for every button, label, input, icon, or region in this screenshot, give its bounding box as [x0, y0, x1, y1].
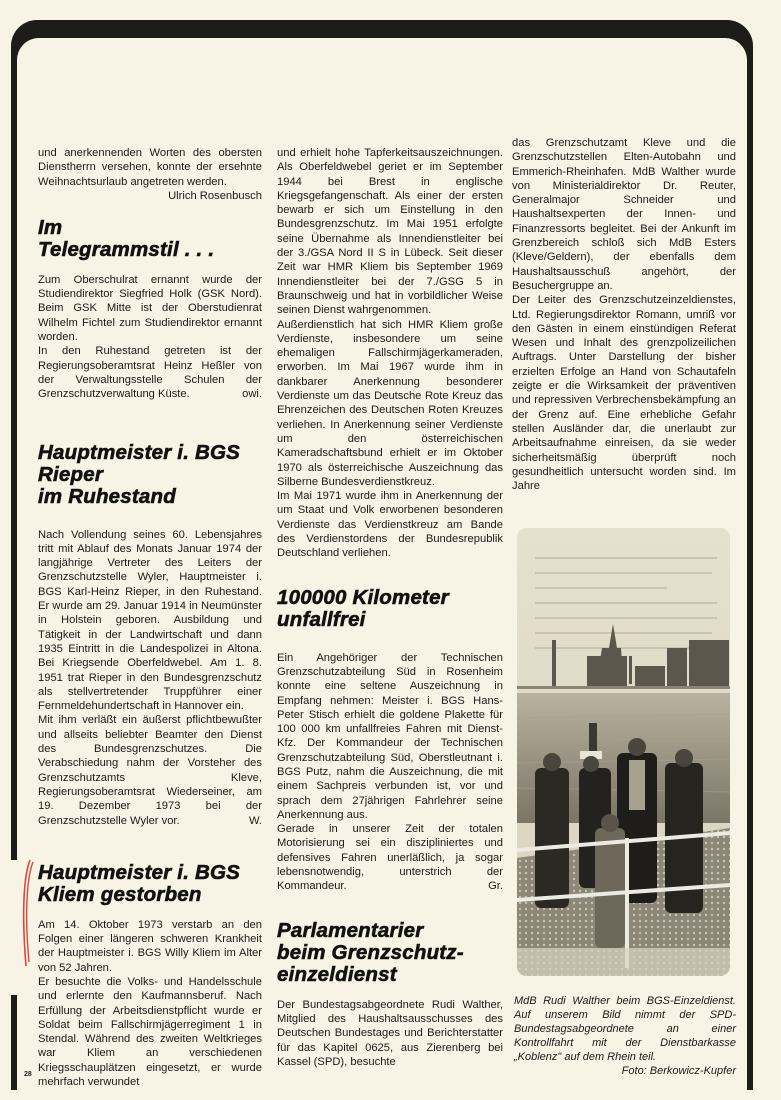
article-paragraph: das Grenzschutzamt Kleve und die Grenzschutzstellen Elten-Autobahn und Emmerich-Rheinhafen. MdB Walther wurde von Ministerialdirektor Dr. Reuter, Generalmajor Schneider und Haushaltsexperten der Innen- und Finanzressorts begleitet. Bei der Ankunft im Grenzbereich schloß sich MdB Esters (Kleve/Geldern), der ebenfalls dem Haushaltsausschuß angehört, der Besuchergruppe an.: [512, 137, 736, 292]
article-paragraph: Er besuchte die Volks- und Handelsschule und erlernte den Kaufmannsberuf. Nach Erfüllung der Arbeitsdienstpflicht wurde er Soldat beim Fallschirmjägerregiment 1 in Stendal. Während des zweiten Weltkrieges war Kliem an verschiedenen Kriegsschauplätzen eingesetzt, er wurde mehrfach verwundet: [38, 975, 262, 1089]
column-1: [38, 146, 262, 1089]
article-title: Hauptmeister i. BGS Rieper im Ruhestand: [38, 440, 241, 508]
article-kliem-continued: [277, 146, 503, 561]
article-paragraph: Zum Oberschulrat ernannt wurde der Studiendirektor Siegfried Holk (GSK Nord). Beim GSK Mitte ist der Oberstudienrat Wilhelm Fichtel zum Studiendirektor ernannt worden.: [38, 273, 262, 344]
margin-mark-icon: [20, 858, 34, 968]
column-2: [277, 146, 503, 1069]
photo-credit: Foto: Berkowicz-Kupfer: [621, 1065, 736, 1077]
caption-text: MdB Rudi Walther beim BGS-Einzeldienst. Auf unserem Bild nimmt der SPD-Bundestagsabgeordnete an einer Kontrollfahrt mit der Dienstbarkasse „Koblenz" auf dem Rhein teil.: [514, 995, 736, 1063]
page-frame-gap: [9, 860, 19, 995]
article-signature: Gr.: [488, 880, 503, 893]
photo-boat-on-rhine: [517, 528, 730, 976]
photo-caption: [514, 994, 736, 1078]
article-paragraph: Im Mai 1971 wurde ihm in Anerkennung der um Staat und Volk erworbenen besonderen Verdienste das Verdienstkreuz am Bande des Verdienstordens der Bundesrepublik Deutschland verliehen.: [277, 490, 503, 560]
article-paragraph: Der Bundestagsabgeordnete Rudi Walther, Mitglied des Haushaltsausschusses des Deutschen Bundestages und Berichterstatter für das Kapitel 0625, aus Zierenberg bei Kassel (SPD), besuchte: [277, 998, 503, 1068]
intro-signature: Ulrich Rosenbusch: [168, 189, 262, 202]
article-rieper-ruhestand: [38, 442, 262, 828]
article-signature: owi.: [242, 388, 262, 401]
article-paragraph: In den Ruhestand getreten ist der Regierungsoberamtsrat Heinz Heßler von der Verwaltungsstelle Schulen der Grenzschutzverwaltung Küste. owi.: [38, 345, 262, 401]
article-paragraph: und erhielt hohe Tapferkeitsauszeichnungen. Als Oberfeldwebel geriet er im September 1944 bei Brest in englische Kriegsgefangenschaft. Als einer der ersten bewarb er sich um Einstellung in den Bundesgrenzschutz. Im Mai 1951 erfolgte seine Übernahme als Innendienstleiter bei der 3./GSA Nord II S in Lübeck. Seit dieser Zeit war HMR Kliem bis September 1969 Innendienstleiter bei der 7./GSG 5 in Braunschweig und hat in vorbildlicher Weise seinen Dienst wahrgenommen.: [277, 147, 503, 317]
article-paragraph: Gerade in unserer Zeit der totalen Motorisierung sei ein diszipliniertes und defensives Fahren unerläßlich, ja sogar lebensnotwendig, unterstrich der Kommandeur. Gr.: [277, 823, 503, 893]
page-number: 28: [24, 1071, 32, 1078]
article-paragraph: Der Leiter des Grenzschutzeinzeldienstes, Ltd. Regierungsdirektor Romann, umriß vor den Gästen in einem einstündigen Referat Wesen und Inhalt des grenzpolizeilichen Auftrags. Unter Darstellung der bisher erzielten Erfolge an Hand von Schautafeln zeigte er die Wirksamkeit der präventiven und repressiven Verbrechensbekämpfung an der Grenz auf. Eine erhebliche Gefahr stellen Ausländer dar, die unerlaubt zur Arbeitsaufnahme einreisen, da sie weder sicherheitsmäßig überprüft noch gesundheitlich untersucht worden sind. Im Jahre: [512, 294, 736, 493]
article-paragraph: Am 14. Oktober 1973 verstarb an den Folgen einer längeren schweren Krankheit der Hauptmeister i. BGS Willy Kliem im Alter von 52 Jahren.: [38, 918, 262, 974]
article-title: Parlamentarier beim Grenzschutz- einzeldienst: [277, 918, 464, 986]
column-3: [512, 136, 736, 493]
article-100000-kilometer: [277, 587, 503, 894]
article-parlamentarier: [277, 920, 503, 1069]
article-title: Im Telegrammstil . . .: [38, 215, 215, 261]
article-signature: W.: [248, 814, 262, 827]
article-paragraph: Außerdienstlich hat sich HMR Kliem große Verdienste, insbesondere um seine ehemaligen Fallschirmjägerkameraden, erworben. Im Mai 1967 wurde ihm in dankbarer Anerkennung besonderer Verdienste um das Deutsche Rote Kreuz das Ehrenzeichen des Deutschen Roten Kreuzes verliehen. In Anerkennung seiner Verdienste um den österreichischen Kameradschaftsbund erhielt er im Oktober 1970 als österreichische Auszeichnung das Silberne Bundesverdienstkreuz.: [277, 318, 503, 488]
article-parlamentarier-continued: [512, 136, 736, 493]
news-photo: [517, 528, 730, 976]
article-title: 100000 Kilometer unfallfrei: [277, 585, 449, 631]
article-paragraph: Nach Vollendung seines 60. Lebensjahres tritt mit Ablauf des Monats Januar 1974 der langjährige Vertreter des Leiters der Grenzschutzstelle Wyler, Hauptmeister i. BGS Karl-Heinz Rieper, in den Ruhestand. Er wurde am 29. Januar 1914 in Neumünster in Holstein geboren. Ausbildung und Tätigkeit in der Landwirtschaft und dann 1935 Eintritt in die Landespolizei in Altona. Bei Kriegsende Oberfeldwebel. Am 1. 8. 1951 trat Rieper in den Bundesgrenzschutz als stellvertretender Truppführer einer Fernmeldehundertschaft in Hannover ein.: [38, 528, 262, 713]
page-frame-inner: [17, 38, 747, 78]
article-title: Hauptmeister i. BGS Kliem gestorben: [38, 860, 241, 906]
intro-paragraph: und anerkennenden Worten des obersten Dienstherrn versehen, konnte der ersehnte Weihnachtsurlaub angetreten werden. Ulrich Rosenbusch: [38, 147, 262, 202]
page-frame-right-rule: [747, 50, 753, 1090]
article-paragraph: Ein Angehöriger der Technischen Grenzschutzabteilung Süd in Rosenheim konnte eine seltene Auszeichnung in Empfang nehmen: Meister i. BGS Hans-Peter Stisch erhielt die goldene Plakette für 100 000 km unfallfreies Fahren mit Dienst-Kfz. Der Kommandeur der Technischen Grenzschutzabteilung Süd, Oberstleutnant i. BGS Putz, nahm die Auszeichnung, die mit einem Sachpreis verbunden ist, vor und sprach dem 27jährigen Fahrlehrer seine Anerkennung aus.: [277, 651, 503, 821]
article-telegrammstil: [38, 217, 262, 402]
article-kliem-gestorben: [38, 862, 262, 1090]
article-paragraph: Mit ihm verläßt ein äußerst pflichtbewußter und allseits beliebter Beamter den Dienst des Bundesgrenzschutzes. Die Verabschiedung nahm der Vorsteher des Grenzschutzamts Kleve, Regierungsoberamtsrat Wiederseiner, am 19. Dezember 1973 bei der Grenzschutzstelle Wyler vor. W.: [38, 714, 262, 827]
